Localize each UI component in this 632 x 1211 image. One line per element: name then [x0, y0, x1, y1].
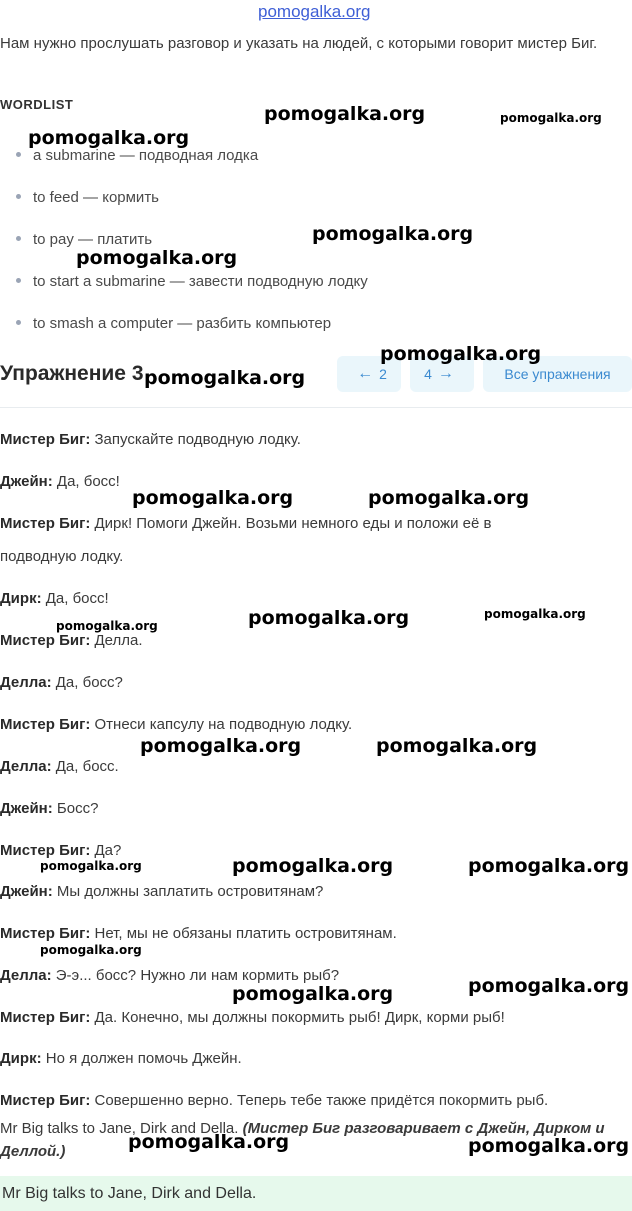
watermark: pomogalka.org — [132, 487, 294, 509]
dialogue-line: Делла: Да, босс. — [0, 758, 119, 775]
dialogue-line: Мистер Биг: Запускайте подводную лодку. — [0, 431, 301, 448]
dialogue-line: Мистер Биг: Да. Конечно, мы должны покормить рыб! Дирк, корми рыб! — [0, 1009, 505, 1026]
watermark: pomogalka.org — [28, 127, 190, 149]
answer-box — [0, 1176, 632, 1211]
bullet-icon — [16, 152, 21, 157]
bullet-icon — [16, 194, 21, 199]
intro-text: Нам нужно прослушать разговор и указать на людей, с которыми говорит мистер Биг. — [0, 35, 598, 52]
watermark: pomogalka.org — [484, 607, 586, 621]
watermark: pomogalka.org — [128, 1131, 290, 1153]
wordlist-item: to smash a computer — разбить компьютер — [0, 315, 331, 332]
bullet-icon — [16, 236, 21, 241]
dialogue-line: Джейн: Мы должны заплатить островитянам? — [0, 883, 324, 900]
watermark: pomogalka.org — [500, 111, 602, 125]
divider — [0, 407, 632, 408]
watermark: pomogalka.org — [376, 735, 538, 757]
dialogue-line: Мистер Биг: Отнеси капсулу на подводную лодку. — [0, 716, 353, 733]
all-exercises-label: Все упражнения — [504, 366, 611, 382]
prev-exercise-label: 2 — [379, 366, 387, 382]
watermark: pomogalka.org — [56, 619, 158, 633]
bullet-icon — [16, 278, 21, 283]
wordlist-item: a submarine — подводная лодка — [0, 147, 258, 164]
dialogue-line: Делла: Да, босс? — [0, 674, 123, 691]
answer-text: Mr Big talks to Jane, Dirk and Della. — [2, 1184, 257, 1202]
site-link[interactable]: pomogalka.org — [258, 2, 371, 21]
dialogue-line: Джейн: Да, босс! — [0, 473, 120, 490]
watermark: pomogalka.org — [40, 943, 142, 957]
dialogue-line: Дирк: Но я должен помочь Джейн. — [0, 1050, 242, 1067]
watermark: pomogalka.org — [232, 983, 394, 1005]
dialogue-line: Мистер Биг: Делла. — [0, 632, 143, 649]
watermark: pomogalka.org — [40, 859, 142, 873]
watermark: pomogalka.org — [312, 223, 474, 245]
exercise-title: Упражнение 3 — [0, 362, 144, 385]
dialogue-line: Мистер Биг: Дирк! Помоги Джейн. Возьми немного еды и положи её в — [0, 515, 492, 532]
watermark: pomogalka.org — [468, 975, 630, 997]
dialogue-line: Делла: Э-э... босс? Нужно ли нам кормить рыб? — [0, 967, 340, 984]
watermark: pomogalka.org — [232, 855, 394, 877]
watermark: pomogalka.org — [264, 103, 426, 125]
dialogue-line: Мистер Биг: Совершенно верно. Теперь тебе также придётся покормить рыб. — [0, 1092, 549, 1109]
watermark: pomogalka.org — [468, 855, 630, 877]
dialogue-line: Джейн: Босс? — [0, 800, 99, 817]
watermark: pomogalka.org — [468, 1135, 630, 1157]
watermark: pomogalka.org — [380, 343, 542, 365]
dialogue-line: Дирк: Да, босс! — [0, 590, 109, 607]
arrow-right-icon: → — [437, 365, 454, 382]
wordlist-item: to feed — кормить — [0, 189, 159, 206]
next-exercise-label: 4 — [424, 366, 432, 382]
wordlist-item: to pay — платить — [0, 231, 152, 248]
translation-text: Mr Big talks to Jane, Dirk and Della. (Мистер Биг разговаривает с Джейн, Дирком и Деллой.) — [0, 1120, 605, 1160]
watermark: pomogalka.org — [144, 367, 306, 389]
dialogue-line: Мистер Биг: Нет, мы не обязаны платить островитянам. — [0, 925, 397, 942]
watermark: pomogalka.org — [76, 247, 238, 269]
watermark: pomogalka.org — [140, 735, 302, 757]
dialogue-line: Мистер Биг: Да? — [0, 842, 122, 859]
dialogue-line: подводную лодку. — [0, 548, 124, 565]
wordlist-title: WORDLIST — [0, 97, 74, 112]
bullet-icon — [16, 320, 21, 325]
watermark: pomogalka.org — [368, 487, 530, 509]
watermark: pomogalka.org — [248, 607, 410, 629]
wordlist-item: to start a submarine — завести подводную лодку — [0, 273, 368, 290]
arrow-left-icon: ← — [357, 365, 374, 382]
